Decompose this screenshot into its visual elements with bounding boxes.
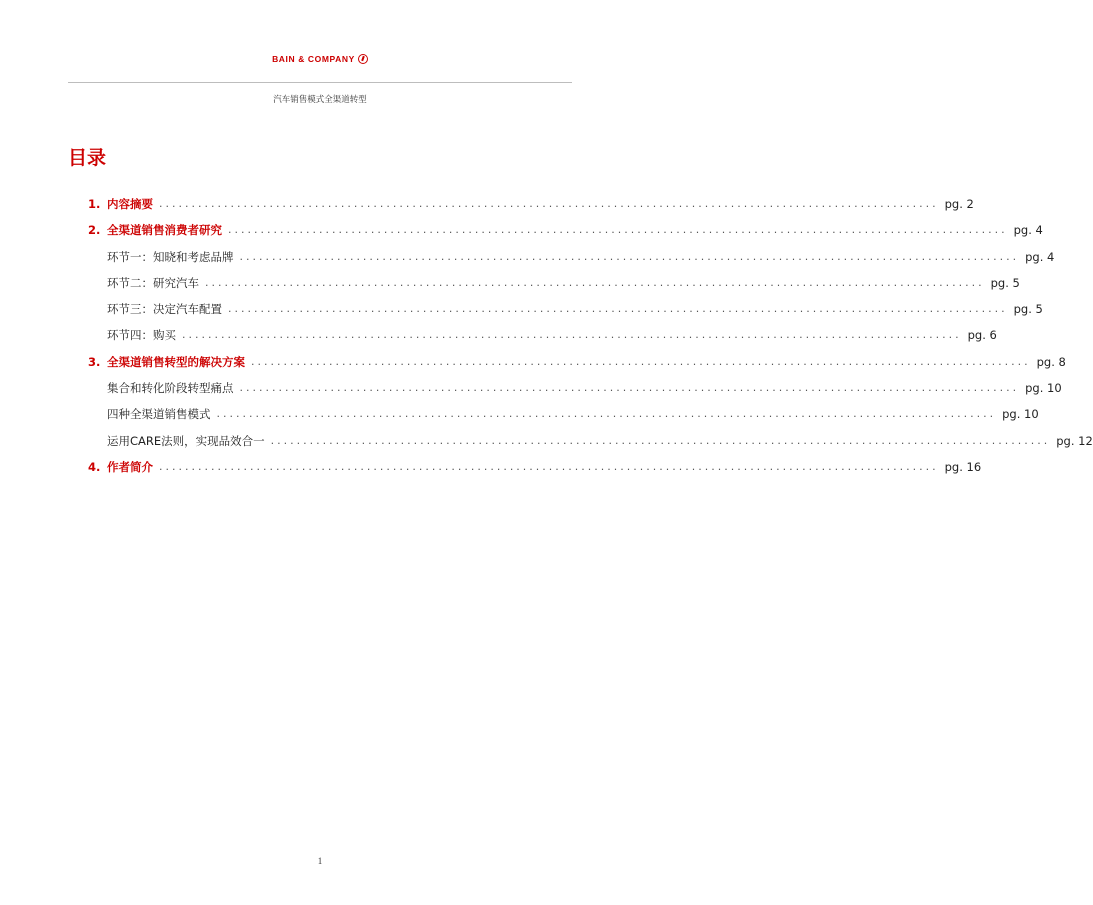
toc-entry-label: 环节三：决定汽车配置 [107,302,222,317]
toc-leader-dots: ........................................................................................................................ [159,459,939,473]
toc-sub-entry[interactable] [88,433,1093,459]
toc-entry-label: 运用CARE法则，实现品效合一 [107,433,265,448]
toc-leader-dots: ........................................................................................................................ [228,223,1008,237]
toc-entry-page: pg. 10 [1025,381,1062,396]
toc-sub-entry[interactable] [88,380,1062,406]
bain-logo-icon [358,54,368,64]
toc-entry-number: 4. [88,459,101,474]
brand-logo [0,54,640,64]
toc-entry-page: pg. 12 [1056,433,1093,448]
header-divider [68,82,572,83]
toc-leader-dots: ........................................................................................................................ [251,354,1031,368]
toc-entry[interactable] [88,222,1043,248]
page-number: 1 [317,856,323,866]
toc-heading: 目录 [68,147,107,169]
toc-entry-label: 集合和转化阶段转型痛点 [107,381,234,396]
toc-sub-entry[interactable] [88,275,1020,301]
table-of-contents [88,196,1093,485]
toc-entry-page: pg. 5 [990,275,1020,290]
toc-leader-dots: ........................................................................................................................ [239,249,1020,263]
toc-sub-entry[interactable] [88,406,1039,432]
toc-leader-dots: ........................................................................................................................ [159,197,939,210]
toc-entry-page: pg. 5 [1013,302,1043,317]
toc-entry-label: 环节四：购买 [107,328,176,343]
document-title: 汽车销售模式全渠道转型 [273,95,367,105]
toc-entry-page: pg. 16 [944,459,982,474]
toc-entry-label: 全渠道销售消费者研究 [107,223,222,238]
toc-entry-page: pg. 10 [1002,407,1039,422]
toc-leader-dots: ........................................................................................................................ [228,302,1008,316]
toc-leader-dots: ........................................................................................................................ [182,328,962,342]
brand-name: BAIN & COMPANY [272,54,355,64]
toc-entry-page: pg. 2 [944,197,974,211]
toc-entry-page: pg. 4 [1025,249,1055,264]
toc-entry[interactable] [88,354,1066,380]
toc-entry-label: 内容摘要 [107,197,153,211]
toc-entry-number: 1. [88,197,101,211]
toc-entry-number: 2. [88,223,101,238]
toc-entry-label: 作者简介 [107,459,153,474]
toc-entry-page: pg. 4 [1013,223,1043,238]
toc-leader-dots: ........................................................................................................................ [239,381,1020,395]
toc-leader-dots: ........................................................................................................................ [270,433,1051,447]
toc-sub-entry[interactable] [88,249,1055,275]
toc-leader-dots: ........................................................................................................................ [205,275,985,289]
toc-leader-dots: ........................................................................................................................ [216,407,997,421]
toc-entry-label: 四种全渠道销售模式 [107,407,211,422]
toc-entry[interactable] [88,196,974,222]
toc-entry-number: 3. [88,354,101,369]
toc-sub-entry[interactable] [88,301,1043,327]
toc-entry-page: pg. 6 [967,328,997,343]
toc-entry[interactable] [88,459,982,485]
toc-entry-label: 环节二：研究汽车 [107,275,199,290]
toc-entry-page: pg. 8 [1036,354,1066,369]
toc-entry-label: 环节一：知晓和考虑品牌 [107,249,234,264]
toc-sub-entry[interactable] [88,327,997,353]
toc-entry-label: 全渠道销售转型的解决方案 [107,354,245,369]
